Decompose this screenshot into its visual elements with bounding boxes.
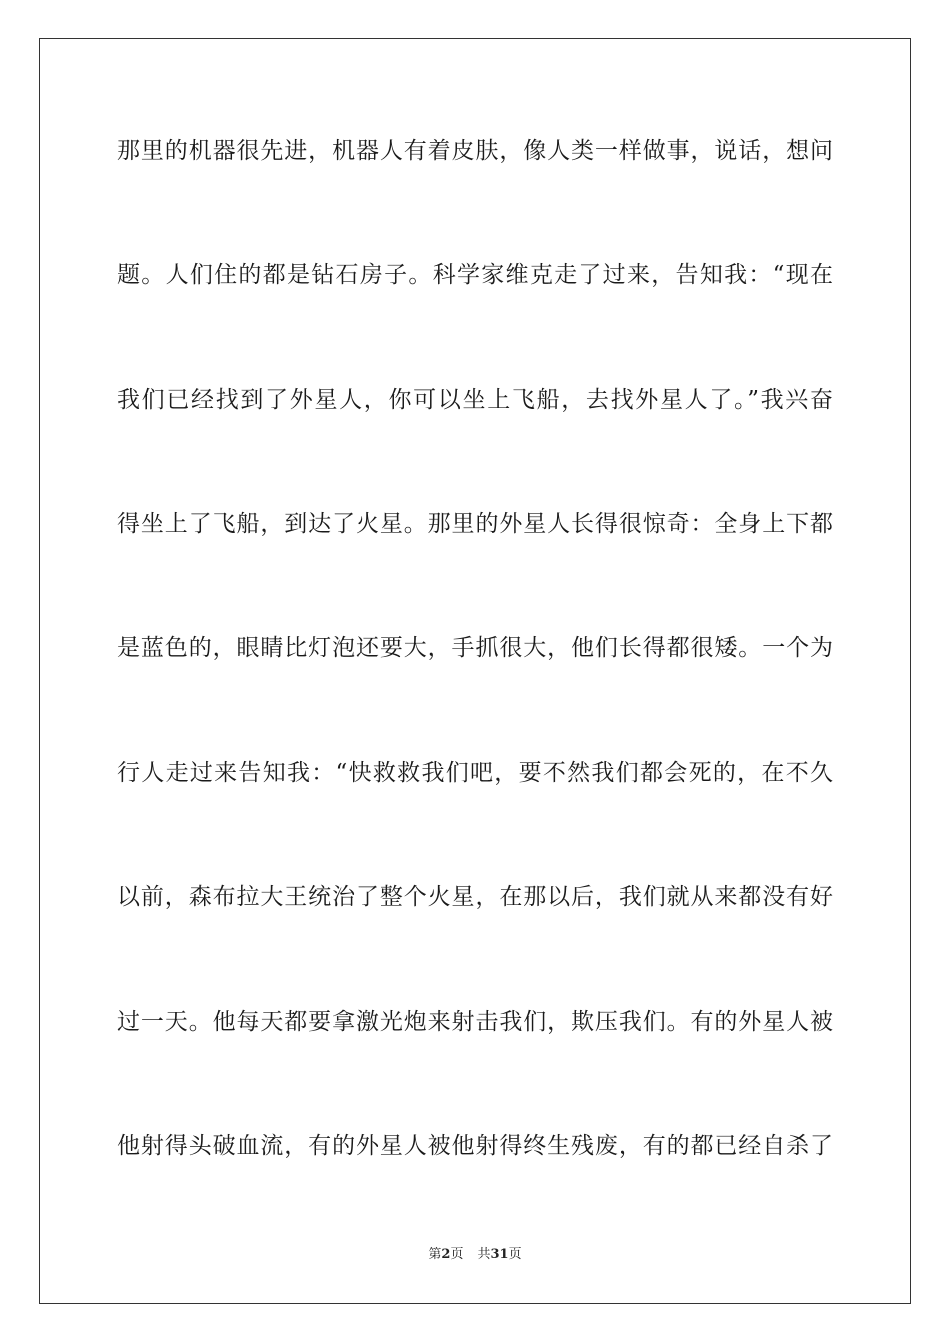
text-line: 我们已经找到了外星人，你可以坐上飞船，去找外星人了。”我兴奋 [117, 387, 833, 413]
text-line: 是蓝色的，眼睛比灯泡还要大，手抓很大，他们长得都很矮。一个为 [117, 635, 833, 661]
text-line: 过一天。他每天都要拿激光炮来射击我们，欺压我们。有的外星人被 [117, 1009, 833, 1035]
page-border [39, 38, 911, 1304]
total-prefix: 共 [477, 1247, 491, 1262]
total-suffix: 页 [508, 1247, 522, 1262]
text-line: 得坐上了飞船，到达了火星。那里的外星人长得很惊奇：全身上下都 [117, 511, 833, 537]
text-line: 那里的机器很先进，机器人有着皮肤，像人类一样做事，说话，想问 [117, 138, 833, 164]
page-prefix: 第 [428, 1247, 442, 1262]
page-suffix: 页 [450, 1247, 464, 1262]
page-footer [0, 1246, 950, 1264]
total-pages: 31 [490, 1247, 509, 1262]
page-number: 2 [441, 1247, 451, 1262]
text-line: 以前，森布拉大王统治了整个火星，在那以后，我们就从来都没有好 [117, 884, 833, 910]
text-line: 行人走过来告知我：“快救救我们吧，要不然我们都会死的，在不久 [117, 760, 833, 786]
text-line: 他射得头破血流，有的外星人被他射得终生残废，有的都已经自杀了 [117, 1133, 833, 1159]
text-line: 题。人们住的都是钻石房子。科学家维克走了过来，告知我：“现在 [117, 262, 833, 288]
